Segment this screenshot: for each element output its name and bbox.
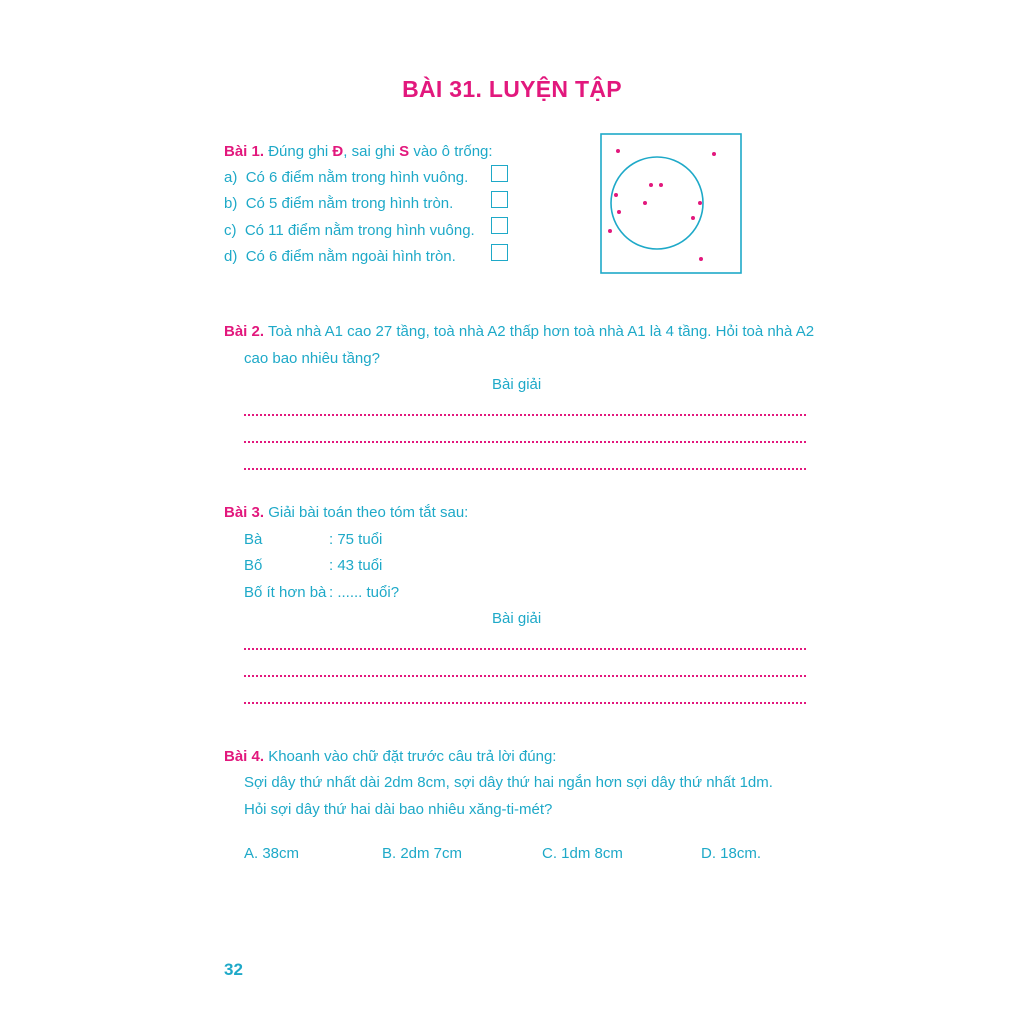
point xyxy=(616,149,620,153)
bai1-instr-s: S xyxy=(399,143,410,160)
point xyxy=(608,229,612,233)
square-shape xyxy=(601,134,741,273)
summary-value: : 75 tuổi xyxy=(329,531,383,548)
bai4-line2: Hỏi sợi dây thứ hai dài bao nhiêu xăng-ti-mét? xyxy=(244,801,553,818)
item-text: Có 6 điểm nằm trong hình vuông. xyxy=(245,169,469,186)
bai1-instr-a: Đúng ghi xyxy=(268,143,329,160)
answer-line[interactable] xyxy=(244,673,806,677)
square-circle-figure xyxy=(600,133,742,274)
point xyxy=(712,152,716,156)
bai3-label: Bài 3. xyxy=(224,504,265,521)
bai3-text: Giải bài toán theo tóm tắt sau: xyxy=(268,504,469,521)
bai2-label: Bài 2. xyxy=(224,323,265,340)
bai4-text: Khoanh vào chữ đặt trước câu trả lời đúng: xyxy=(268,748,557,765)
item-text: Có 5 điểm nằm trong hình tròn. xyxy=(245,195,454,212)
point xyxy=(649,183,653,187)
item-text: Có 11 điểm nằm trong hình vuông. xyxy=(244,222,475,239)
item-letter: d) xyxy=(224,248,238,265)
bai1-item-c xyxy=(224,222,475,240)
circle-shape xyxy=(611,157,703,249)
summary-name: Bà xyxy=(244,531,263,548)
point xyxy=(659,183,663,187)
bai2-line2: cao bao nhiêu tầng? xyxy=(244,350,380,367)
bai2-line1 xyxy=(224,323,814,341)
summary-value: : ...... tuổi? xyxy=(329,584,400,601)
item-letter: b) xyxy=(224,195,238,212)
bai1-instruction xyxy=(224,143,493,161)
option-d[interactable]: D. 18cm. xyxy=(701,845,762,862)
bai1-item-d xyxy=(224,248,456,266)
bai2-text: Toà nhà A1 cao 27 tầng, toà nhà A2 thấp hơn toà nhà A1 là 4 tầng. Hỏi toà nhà A2 xyxy=(267,323,815,340)
point xyxy=(617,210,621,214)
bai1-instr-c: vào ô trống: xyxy=(413,143,493,160)
answer-line[interactable] xyxy=(244,466,806,470)
page-title: BÀI 31. LUYỆN TẬP xyxy=(402,76,622,102)
option-a[interactable]: A. 38cm xyxy=(244,845,300,862)
point xyxy=(691,216,695,220)
summary-name: Bố xyxy=(244,557,263,574)
bai3-solution-heading: Bài giải xyxy=(492,610,542,627)
answer-line[interactable] xyxy=(244,412,806,416)
item-letter: a) xyxy=(224,169,238,186)
bai3-instruction xyxy=(224,504,468,522)
answer-box-c[interactable] xyxy=(491,217,508,234)
answer-line[interactable] xyxy=(244,700,806,704)
answer-line[interactable] xyxy=(244,439,806,443)
answer-box-a[interactable] xyxy=(491,165,508,182)
bai1-instr-b: , sai ghi xyxy=(343,143,395,160)
option-b[interactable]: B. 2dm 7cm xyxy=(382,845,463,862)
bai4-instruction xyxy=(224,748,556,766)
point xyxy=(699,257,703,261)
page-number: 32 xyxy=(224,960,243,979)
answer-line[interactable] xyxy=(244,646,806,650)
summary-name: Bố ít hơn bà xyxy=(244,584,327,601)
bai2-solution-heading: Bài giải xyxy=(492,376,542,393)
bai4-label: Bài 4. xyxy=(224,748,265,765)
answer-box-b[interactable] xyxy=(491,191,508,208)
point xyxy=(614,193,618,197)
bai1-label: Bài 1. xyxy=(224,143,265,160)
bai4-line1: Sợi dây thứ nhất dài 2dm 8cm, sợi dây thứ hai ngắn hơn sợi dây thứ nhất 1dm. xyxy=(244,774,773,791)
option-c[interactable]: C. 1dm 8cm xyxy=(542,845,623,862)
point xyxy=(643,201,647,205)
bai1-instr-d: Đ xyxy=(332,143,344,160)
point xyxy=(698,201,702,205)
item-letter: c) xyxy=(224,222,237,239)
answer-box-d[interactable] xyxy=(491,244,508,261)
summary-value: : 43 tuổi xyxy=(329,557,383,574)
bai1-item-b xyxy=(224,195,453,213)
bai1-item-a xyxy=(224,169,468,187)
points xyxy=(608,149,716,261)
item-text: Có 6 điểm nằm ngoài hình tròn. xyxy=(245,248,456,265)
